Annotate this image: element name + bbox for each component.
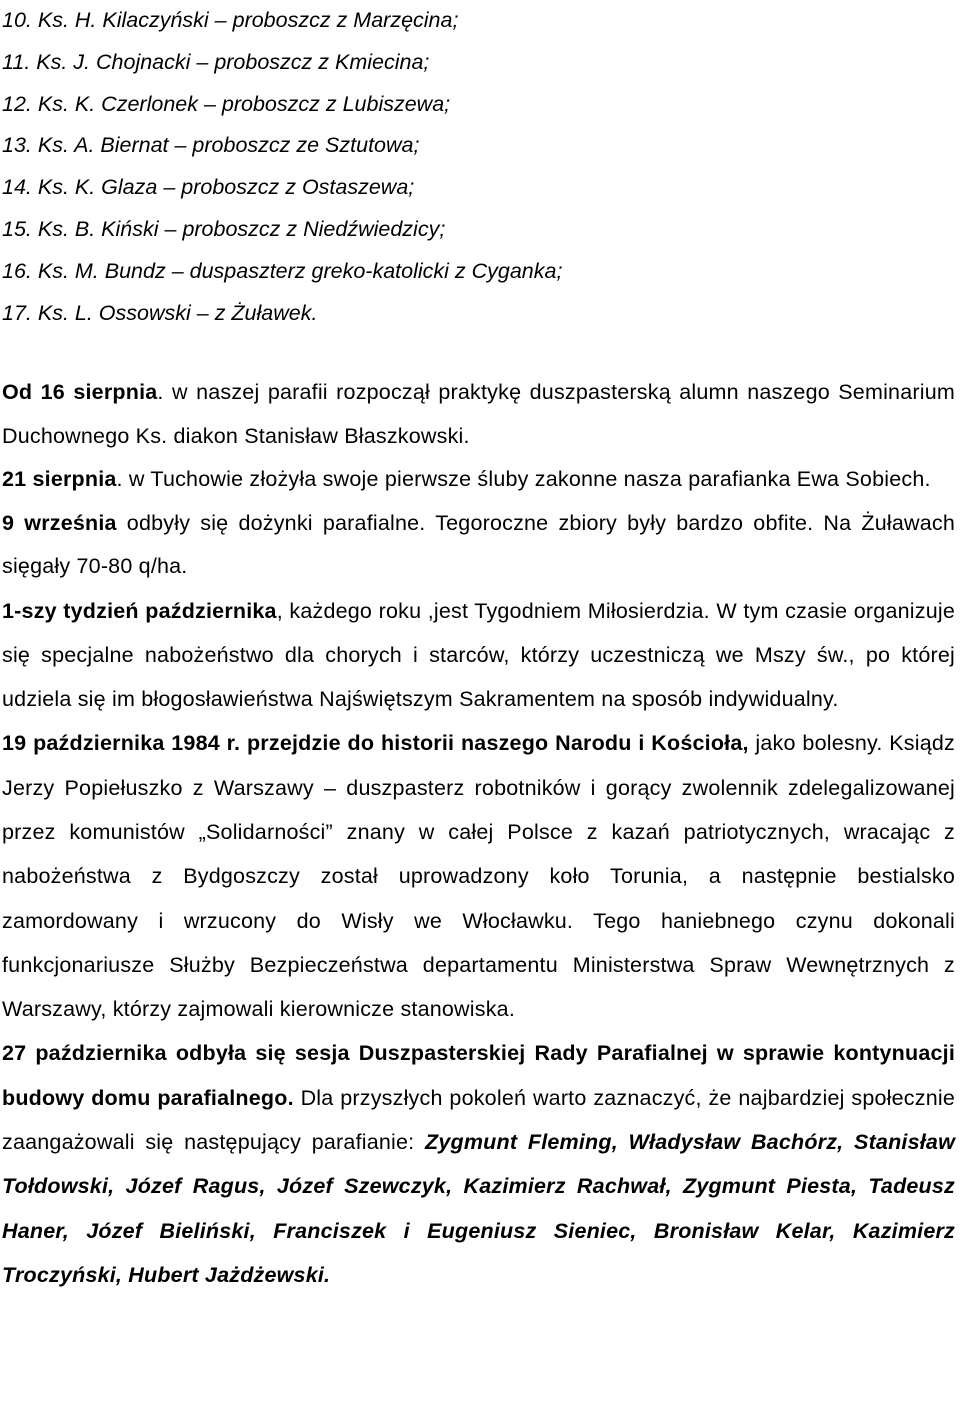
paragraph-oct19	[2, 721, 955, 1031]
date-label: 21 sierpnia	[2, 467, 117, 491]
list-item: 16. Ks. M. Bundz – duspaszterz greko-katolicki z Cyganka;	[2, 258, 563, 283]
paragraph-aug16	[2, 371, 955, 458]
paragraph-text: jako bolesny. Ksiądz Jerzy Popiełuszko z Warszawy – duszpasterz robotników i gorący zwolennik zdelegalizowanej przez komunistów „Solidarności” znany w całej Polsce z kazań patriotycznych, wracając z nabożeństwa z Bydgoszczy został uprowadzony koło Torunia, a następnie bestialsko zamordowany i wrzucony do Wisły we Włocławku. Tego haniebnego czynu dokonali funkcjonariusze Służby Bezpieczeństwa departamentu Ministerstwa Spraw Wewnętrznych z Warszawy, którzy zajmowali kierownicze stanowiska.	[2, 731, 955, 1022]
list-item: 17. Ks. L. Ossowski – z Żuławek.	[2, 300, 318, 325]
date-label: Od 16 sierpnia	[2, 380, 158, 404]
list-item: 14. Ks. K. Glaza – proboszcz z Ostaszewa;	[2, 175, 415, 200]
paragraph-text: Dla przyszłych pokoleń warto zaznaczyć, że najbardziej społecznie zaangażowali się następujący parafianie:	[2, 1085, 955, 1155]
date-label: 9 września	[2, 510, 117, 535]
heading-label: 27 października odbyła się sesja Duszpasterskiej Rady Parafialnej w sprawie kontynuacji budowy domu parafialnego.	[2, 1041, 955, 1110]
paragraph-text: , każdego roku ,jest Tygodniem Miłosierdzia. W tym czasie organizuje się specjalne nabożeństwo dla chorych i starców, którzy uczestniczą we Mszy św., po której udziela się im błogosławieństwa Najświętszym Sakramentem na sposób indywidualny.	[2, 598, 955, 712]
paragraph-text: . w Tuchowie złożyła swoje pierwsze śluby zakonne nasza parafianka Ewa Sobiech.	[116, 467, 931, 491]
list-item: 13. Ks. A. Biernat – proboszcz ze Sztutowa;	[2, 133, 420, 158]
heading-label: 19 października 1984 r. przejdzie do historii naszego Narodu i Kościoła,	[2, 731, 749, 756]
priest-list	[2, 0, 902, 334]
paragraph-oct-week	[2, 589, 955, 722]
paragraph-oct27	[2, 1031, 955, 1297]
paragraph-sep9	[2, 502, 955, 589]
paragraph-text: . w naszej parafii rozpoczął praktykę duszpasterską alumn naszego Seminarium Duchownego Ks. diakon Stanisław Błaszkowski.	[2, 380, 955, 448]
list-item: 12. Ks. K. Czerlonek – proboszcz z Lubiszewa;	[2, 91, 451, 116]
list-item: 10. Ks. H. Kilaczyński – proboszcz z Marzęcina;	[2, 8, 459, 32]
list-item: 11. Ks. J. Chojnacki – proboszcz z Kmiecina;	[2, 49, 430, 74]
chronicle-body	[2, 371, 955, 1297]
date-label: 1-szy tydzień października	[2, 598, 277, 623]
paragraph-text: odbyły się dożynki parafialne. Tegoroczne zbiory były bardzo obfite. Na Żuławach sięgały 70-80 q/ha.	[2, 510, 955, 578]
paragraph-aug21	[2, 458, 955, 502]
names-list: Zygmunt Fleming, Władysław Bachórz, Stanisław Tołdowski, Józef Ragus, Józef Szewczyk, Kazimierz Rachwał, Zygmunt Piesta, Tadeusz Haner, Józef Bieliński, Franciszek i Eugeniusz Sieniec, Bronisław Kelar, Kazimierz Troczyński, Hubert Jażdżewski.	[2, 1130, 955, 1287]
list-item: 15. Ks. B. Kiński – proboszcz z Niedźwiedzicy;	[2, 216, 446, 241]
